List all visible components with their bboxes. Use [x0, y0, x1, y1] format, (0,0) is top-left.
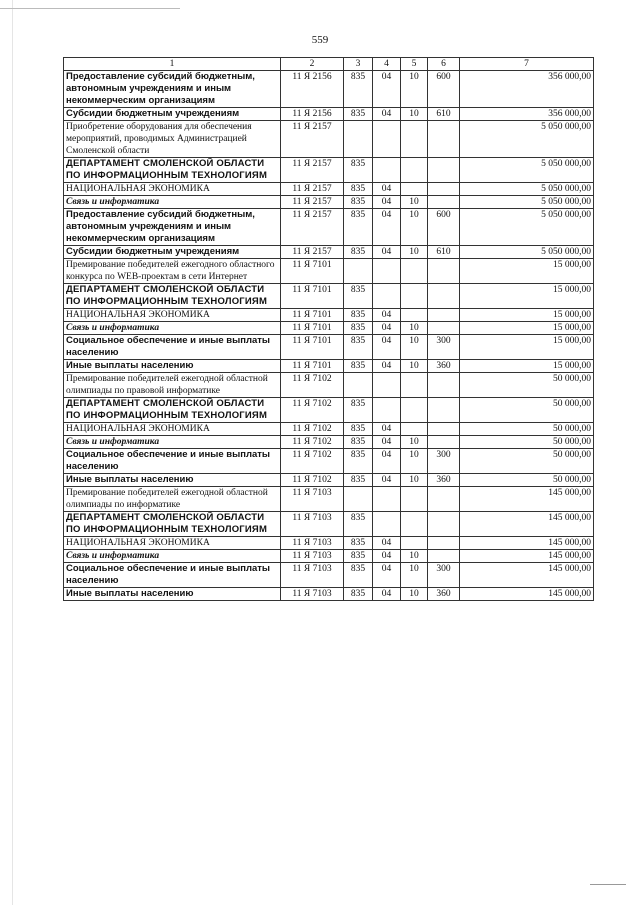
- row-code: 11 Я 7102: [281, 373, 344, 398]
- table-row: [64, 108, 594, 121]
- row-col-6: 600: [428, 71, 460, 108]
- table-row: [64, 71, 594, 108]
- row-name: Субсидии бюджетным учреждениям: [64, 246, 281, 259]
- row-col-6: [428, 398, 460, 423]
- row-col-3: 835: [344, 158, 373, 183]
- row-amount: 50 000,00: [460, 436, 594, 449]
- row-col-3: 835: [344, 449, 373, 474]
- row-name: ДЕПАРТАМЕНТ СМОЛЕНСКОЙ ОБЛАСТИ ПО ИНФОРМАЦИОННЫМ ТЕХНОЛОГИЯМ: [64, 512, 281, 537]
- row-code: 11 Я 7102: [281, 423, 344, 436]
- row-col-6: [428, 196, 460, 209]
- row-code: 11 Я 7102: [281, 449, 344, 474]
- header-col-7: 7: [460, 58, 594, 71]
- row-col-5: 10: [401, 449, 428, 474]
- row-amount: 5 050 000,00: [460, 246, 594, 259]
- row-name: НАЦИОНАЛЬНАЯ ЭКОНОМИКА: [64, 309, 281, 322]
- table-row: [64, 158, 594, 183]
- row-amount: 356 000,00: [460, 71, 594, 108]
- row-col-4: 04: [373, 335, 401, 360]
- row-col-4: [373, 487, 401, 512]
- row-col-5: 10: [401, 550, 428, 563]
- row-code: 11 Я 7101: [281, 259, 344, 284]
- row-col-4: 04: [373, 360, 401, 373]
- table-row: [64, 487, 594, 512]
- table-row: [64, 474, 594, 487]
- scan-bottom-line: [590, 884, 626, 885]
- row-col-5: 10: [401, 196, 428, 209]
- row-col-4: [373, 158, 401, 183]
- row-code: 11 Я 2157: [281, 183, 344, 196]
- row-code: 11 Я 2157: [281, 246, 344, 259]
- row-code: 11 Я 7101: [281, 309, 344, 322]
- table-row: [64, 309, 594, 322]
- row-col-3: 835: [344, 588, 373, 601]
- scan-corner-line: [0, 8, 180, 9]
- row-col-3: 835: [344, 108, 373, 121]
- row-col-5: [401, 373, 428, 398]
- page-number: 559: [311, 34, 329, 46]
- row-col-6: [428, 284, 460, 309]
- table-row: [64, 436, 594, 449]
- row-amount: 145 000,00: [460, 512, 594, 537]
- row-name: Предоставление субсидий бюджетным, автономным учреждениям и иным некоммерческим организациям: [64, 209, 281, 246]
- header-col-2: 2: [281, 58, 344, 71]
- row-col-3: 835: [344, 512, 373, 537]
- row-col-3: 835: [344, 474, 373, 487]
- row-amount: 50 000,00: [460, 423, 594, 436]
- row-code: 11 Я 7102: [281, 436, 344, 449]
- row-col-5: 10: [401, 335, 428, 360]
- row-col-4: 04: [373, 563, 401, 588]
- table-row: [64, 360, 594, 373]
- row-col-5: 10: [401, 322, 428, 335]
- row-name: НАЦИОНАЛЬНАЯ ЭКОНОМИКА: [64, 537, 281, 550]
- row-col-3: 835: [344, 183, 373, 196]
- row-col-6: [428, 183, 460, 196]
- row-name: Предоставление субсидий бюджетным, автономным учреждениям и иным некоммерческим организациям: [64, 71, 281, 108]
- row-col-5: 10: [401, 436, 428, 449]
- row-name: Приобретение оборудования для обеспечения мероприятий, проводимых Администрацией Смоленской области: [64, 121, 281, 158]
- table-row: [64, 259, 594, 284]
- row-amount: 145 000,00: [460, 563, 594, 588]
- row-col-6: [428, 537, 460, 550]
- row-name: Связь и информатика: [64, 322, 281, 335]
- row-amount: 356 000,00: [460, 108, 594, 121]
- scan-edge: [12, 0, 13, 905]
- row-col-3: [344, 121, 373, 158]
- row-name: Премирование победителей ежегодного областного конкурса по WEB-проектам в сети Интернет: [64, 259, 281, 284]
- row-col-4: [373, 512, 401, 537]
- row-amount: 50 000,00: [460, 474, 594, 487]
- row-col-5: 10: [401, 108, 428, 121]
- row-col-6: 360: [428, 474, 460, 487]
- table-row: [64, 449, 594, 474]
- table-row: [64, 563, 594, 588]
- row-name: НАЦИОНАЛЬНАЯ ЭКОНОМИКА: [64, 423, 281, 436]
- row-amount: 5 050 000,00: [460, 158, 594, 183]
- table-row: [64, 373, 594, 398]
- row-col-4: 04: [373, 449, 401, 474]
- row-col-6: [428, 550, 460, 563]
- row-col-5: [401, 309, 428, 322]
- row-name: Премирование победителей ежегодной областной олимпиады по информатике: [64, 487, 281, 512]
- row-col-3: 835: [344, 550, 373, 563]
- row-col-4: [373, 398, 401, 423]
- row-amount: 50 000,00: [460, 373, 594, 398]
- row-col-6: 610: [428, 108, 460, 121]
- row-name: НАЦИОНАЛЬНАЯ ЭКОНОМИКА: [64, 183, 281, 196]
- row-amount: 15 000,00: [460, 335, 594, 360]
- row-amount: 145 000,00: [460, 487, 594, 512]
- table-row: [64, 322, 594, 335]
- table-row: [64, 537, 594, 550]
- row-col-4: [373, 284, 401, 309]
- row-amount: 15 000,00: [460, 309, 594, 322]
- row-col-5: [401, 284, 428, 309]
- row-col-3: 835: [344, 209, 373, 246]
- row-col-4: [373, 121, 401, 158]
- row-code: 11 Я 2156: [281, 71, 344, 108]
- row-code: 11 Я 2157: [281, 209, 344, 246]
- row-col-5: [401, 423, 428, 436]
- row-col-3: 835: [344, 436, 373, 449]
- row-col-4: 04: [373, 71, 401, 108]
- row-col-5: 10: [401, 588, 428, 601]
- table-row: [64, 512, 594, 537]
- row-amount: 145 000,00: [460, 537, 594, 550]
- row-amount: 145 000,00: [460, 588, 594, 601]
- row-amount: 15 000,00: [460, 322, 594, 335]
- row-col-6: 300: [428, 335, 460, 360]
- header-col-5: 5: [401, 58, 428, 71]
- row-col-6: 600: [428, 209, 460, 246]
- row-code: 11 Я 7103: [281, 512, 344, 537]
- row-col-6: [428, 512, 460, 537]
- row-col-6: 300: [428, 449, 460, 474]
- row-code: 11 Я 2157: [281, 158, 344, 183]
- row-col-6: 360: [428, 360, 460, 373]
- table-row: [64, 423, 594, 436]
- row-code: 11 Я 7103: [281, 563, 344, 588]
- row-amount: 145 000,00: [460, 550, 594, 563]
- row-name: Связь и информатика: [64, 196, 281, 209]
- row-code: 11 Я 7103: [281, 487, 344, 512]
- row-col-6: [428, 158, 460, 183]
- row-code: 11 Я 7103: [281, 550, 344, 563]
- row-col-3: 835: [344, 71, 373, 108]
- row-name: Премирование победителей ежегодной областной олимпиады по правовой информатике: [64, 373, 281, 398]
- row-col-5: 10: [401, 360, 428, 373]
- row-col-4: 04: [373, 183, 401, 196]
- table-row: [64, 335, 594, 360]
- row-col-4: 04: [373, 309, 401, 322]
- row-col-6: [428, 259, 460, 284]
- row-col-6: [428, 423, 460, 436]
- row-col-5: 10: [401, 209, 428, 246]
- row-col-4: 04: [373, 196, 401, 209]
- row-code: 11 Я 7101: [281, 335, 344, 360]
- row-col-5: [401, 398, 428, 423]
- row-col-3: [344, 487, 373, 512]
- row-col-4: 04: [373, 474, 401, 487]
- header-col-4: 4: [373, 58, 401, 71]
- row-code: 11 Я 7101: [281, 360, 344, 373]
- table-row: [64, 121, 594, 158]
- row-name: Социальное обеспечение и иные выплаты населению: [64, 335, 281, 360]
- row-col-4: 04: [373, 209, 401, 246]
- row-col-4: 04: [373, 423, 401, 436]
- row-code: 11 Я 2157: [281, 121, 344, 158]
- row-name: Связь и информатика: [64, 550, 281, 563]
- row-col-6: [428, 322, 460, 335]
- row-col-5: [401, 259, 428, 284]
- row-name: Иные выплаты населению: [64, 588, 281, 601]
- table-row: [64, 209, 594, 246]
- row-col-5: 10: [401, 474, 428, 487]
- row-col-4: [373, 373, 401, 398]
- row-col-6: [428, 309, 460, 322]
- row-col-5: [401, 487, 428, 512]
- row-name: ДЕПАРТАМЕНТ СМОЛЕНСКОЙ ОБЛАСТИ ПО ИНФОРМАЦИОННЫМ ТЕХНОЛОГИЯМ: [64, 284, 281, 309]
- row-name: Иные выплаты населению: [64, 474, 281, 487]
- row-col-4: 04: [373, 322, 401, 335]
- row-col-5: 10: [401, 71, 428, 108]
- row-name: Социальное обеспечение и иные выплаты населению: [64, 449, 281, 474]
- row-col-4: 04: [373, 436, 401, 449]
- row-code: 11 Я 7101: [281, 322, 344, 335]
- row-amount: 15 000,00: [460, 360, 594, 373]
- header-col-6: 6: [428, 58, 460, 71]
- header-col-3: 3: [344, 58, 373, 71]
- row-col-5: [401, 158, 428, 183]
- table-row: [64, 183, 594, 196]
- row-col-5: [401, 512, 428, 537]
- row-col-5: [401, 183, 428, 196]
- row-code: 11 Я 7102: [281, 398, 344, 423]
- row-name: ДЕПАРТАМЕНТ СМОЛЕНСКОЙ ОБЛАСТИ ПО ИНФОРМАЦИОННЫМ ТЕХНОЛОГИЯМ: [64, 158, 281, 183]
- row-amount: 5 050 000,00: [460, 121, 594, 158]
- row-col-6: [428, 373, 460, 398]
- row-col-5: [401, 121, 428, 158]
- row-col-3: [344, 259, 373, 284]
- row-col-3: 835: [344, 537, 373, 550]
- row-amount: 15 000,00: [460, 284, 594, 309]
- row-col-5: [401, 537, 428, 550]
- row-col-3: 835: [344, 309, 373, 322]
- row-col-4: 04: [373, 246, 401, 259]
- row-col-3: 835: [344, 423, 373, 436]
- row-amount: 15 000,00: [460, 259, 594, 284]
- row-code: 11 Я 2156: [281, 108, 344, 121]
- row-code: 11 Я 7103: [281, 537, 344, 550]
- table-row: [64, 246, 594, 259]
- row-amount: 5 050 000,00: [460, 209, 594, 246]
- table-row: [64, 284, 594, 309]
- row-name: Связь и информатика: [64, 436, 281, 449]
- row-col-5: 10: [401, 246, 428, 259]
- row-code: 11 Я 2157: [281, 196, 344, 209]
- row-col-4: [373, 259, 401, 284]
- row-col-3: 835: [344, 563, 373, 588]
- header-row: [64, 58, 594, 71]
- row-amount: 50 000,00: [460, 398, 594, 423]
- row-col-4: 04: [373, 108, 401, 121]
- row-col-3: 835: [344, 398, 373, 423]
- row-name: Социальное обеспечение и иные выплаты населению: [64, 563, 281, 588]
- table-row: [64, 550, 594, 563]
- row-code: 11 Я 7103: [281, 588, 344, 601]
- row-code: 11 Я 7101: [281, 284, 344, 309]
- row-col-6: 300: [428, 563, 460, 588]
- row-name: Субсидии бюджетным учреждениям: [64, 108, 281, 121]
- table-row: [64, 398, 594, 423]
- row-col-3: 835: [344, 246, 373, 259]
- table-row: [64, 588, 594, 601]
- row-col-3: [344, 373, 373, 398]
- row-col-6: 360: [428, 588, 460, 601]
- row-col-6: [428, 487, 460, 512]
- row-name: Иные выплаты населению: [64, 360, 281, 373]
- row-col-6: [428, 436, 460, 449]
- row-name: ДЕПАРТАМЕНТ СМОЛЕНСКОЙ ОБЛАСТИ ПО ИНФОРМАЦИОННЫМ ТЕХНОЛОГИЯМ: [64, 398, 281, 423]
- row-col-4: 04: [373, 537, 401, 550]
- row-col-6: [428, 121, 460, 158]
- table-row: [64, 196, 594, 209]
- row-col-3: 835: [344, 335, 373, 360]
- row-col-6: 610: [428, 246, 460, 259]
- row-col-3: 835: [344, 196, 373, 209]
- row-col-4: 04: [373, 550, 401, 563]
- header-col-1: 1: [64, 58, 281, 71]
- row-code: 11 Я 7102: [281, 474, 344, 487]
- budget-table: [63, 57, 594, 601]
- row-col-5: 10: [401, 563, 428, 588]
- budget-table-body: [64, 71, 594, 601]
- row-col-4: 04: [373, 588, 401, 601]
- row-col-3: 835: [344, 284, 373, 309]
- row-col-3: 835: [344, 360, 373, 373]
- row-amount: 5 050 000,00: [460, 196, 594, 209]
- row-amount: 50 000,00: [460, 449, 594, 474]
- row-amount: 5 050 000,00: [460, 183, 594, 196]
- row-col-3: 835: [344, 322, 373, 335]
